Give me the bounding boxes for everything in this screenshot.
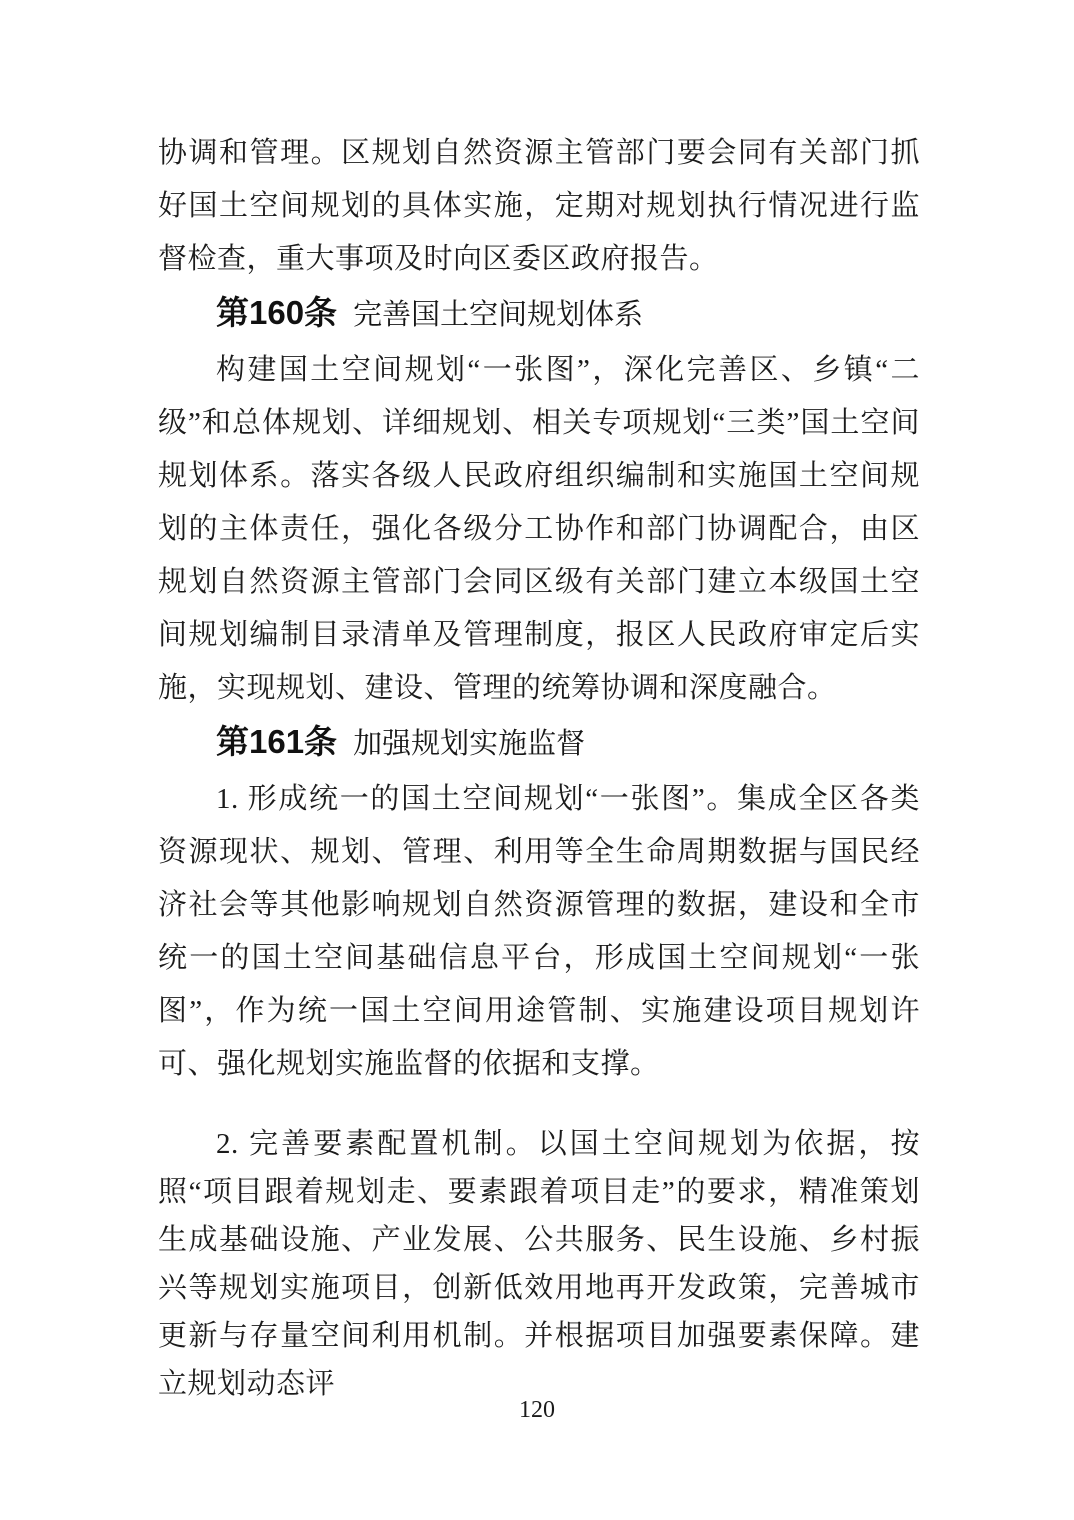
article-160-number: 第160条 — [216, 294, 338, 331]
article-161-heading — [158, 715, 920, 773]
paragraph-article-160: 构建国土空间规划“一张图”，深化完善区、乡镇“二级”和总体规划、详细规划、相关专项规划“三类”国土空间规划体系。落实各级人民政府组织编制和实施国土空间规划的主体责任，强化各级分工协作和部门协调配合，由区规划自然资源主管部门会同区级有关部门建立本级国土空间规划编制目录清单及管理制度，报区人民政府审定后实施，实现规划、建设、管理的统筹协调和深度融合。 — [158, 354, 920, 704]
article-160-heading — [158, 286, 920, 344]
page-number: 120 — [519, 1397, 555, 1423]
paragraph-article-161-item-2: 2. 完善要素配置机制。以国土空间规划为依据，按照“项目跟着规划走、要素跟着项目走”的要求，精准策划生成基础设施、产业发展、公共服务、民生设施、乡村振兴等规划实施项目，创新低效用地再开发政策，完善城市更新与存量空间利用机制。并根据项目加强要素保障。建立规划动态评 — [158, 1128, 920, 1400]
article-161-number: 第161条 — [216, 723, 338, 760]
document-content — [158, 127, 920, 1408]
article-161-title: 加强规划实施监督 — [353, 728, 586, 760]
article-160-title: 完善国土空间规划体系 — [353, 299, 644, 331]
paragraph-article-161-item-1: 1. 形成统一的国土空间规划“一张图”。集成全区各类资源现状、规划、管理、利用等全生命周期数据与国民经济社会等其他影响规划自然资源管理的数据，建设和全市统一的国土空间基础信息平台，形成国土空间规划“一张图”，作为统一国土空间用途管制、实施建设项目规划许可、强化规划实施监督的依据和支撑。 — [158, 783, 920, 1080]
paragraph-continuation: 协调和管理。区规划自然资源主管部门要会同有关部门抓好国土空间规划的具体实施，定期对规划执行情况进行监督检查，重大事项及时向区委区政府报告。 — [158, 137, 920, 275]
